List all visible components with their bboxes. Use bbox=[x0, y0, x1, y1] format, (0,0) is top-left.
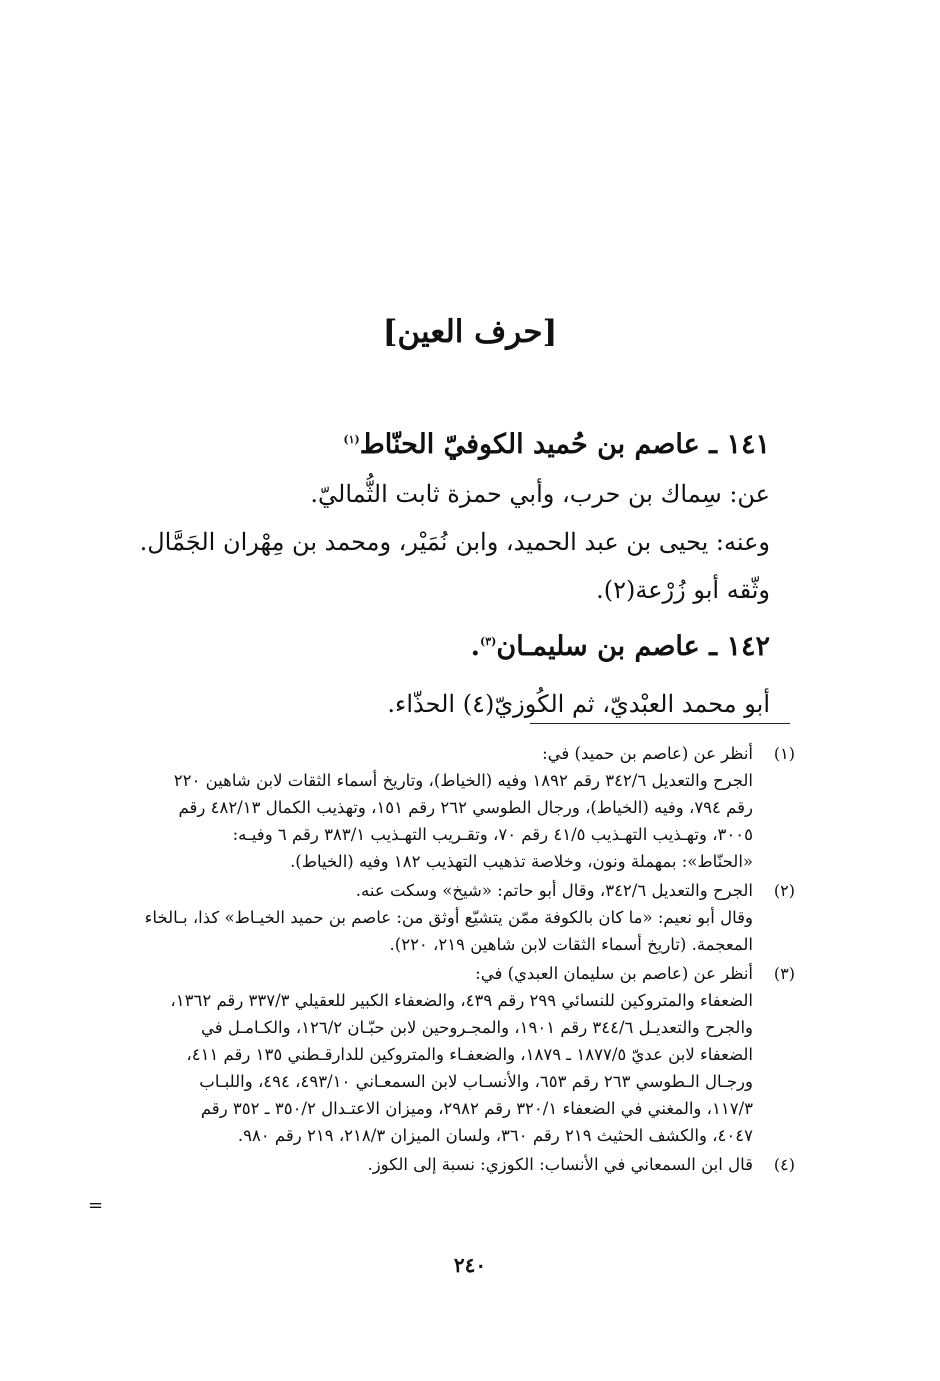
page-number: ٢٤٠ bbox=[453, 1253, 487, 1277]
footnote-number: (١) bbox=[773, 744, 795, 763]
footnote-divider bbox=[530, 723, 790, 724]
footnote bbox=[105, 1151, 795, 1178]
footnote-line: أنظر عن (عاصم بن حميد) في: bbox=[542, 744, 753, 763]
footnote-line: ١١٧/٣، والمغني في الضعفاء ٣٢٠/١ رقم ٢٩٨٢، وميزان الاعتـدال ٣٥٠/٢ ـ ٣٥٢ رقم bbox=[200, 1099, 753, 1118]
entry-line: عن: سِماك بن حرب، وأبي حمزة ثابت الثُّماليّ. bbox=[310, 480, 770, 508]
footnote-line: المعجمة. (تاريخ أسماء الثقات لابن شاهين ٢١٩، ٢٢٠). bbox=[389, 935, 753, 954]
chapter-title: [حرف العين] bbox=[382, 314, 558, 350]
footnote-line: الجرح والتعديل ٣٤٢/٦ رقم ١٨٩٢ وفيه (الخياط)، وتاريخ أسماء الثقات لابن شاهين ٢٢٠ bbox=[173, 771, 753, 790]
footnote-line: ورجـال الـطوسي ٢٦٣ رقم ٦٥٣، والأنسـاب لابن السمعـاني ٤٩٣/١٠، ٤٩٤، واللبـاب bbox=[199, 1072, 753, 1091]
footnote bbox=[105, 960, 795, 1149]
entry-heading-text: ١٤١ ـ عاصم بن حُميد الكوفيّ الحنّاط bbox=[359, 429, 770, 460]
footnote-number: (٣) bbox=[773, 964, 795, 983]
footnote bbox=[105, 740, 795, 875]
footnote-line: «الحنّاط»: بمهملة ونون، وخلاصة تذهيب التهذيب ١٨٢ وفيه (الخياط). bbox=[290, 852, 753, 871]
footnote-line: ٤٠٤٧، والكشف الحثيث ٢١٩ رقم ٣٦٠، ولسان الميزان ٢١٨/٣، ٢١٩ رقم ٩٨٠. bbox=[237, 1126, 753, 1145]
footnote-line: الضعفاء لابن عديّ ١٨٧٧/٥ ـ ١٨٧٩، والضعفـاء والمتروكين للدارقـطني ١٣٥ رقم ٤١١، bbox=[186, 1045, 753, 1064]
entry-heading-tail: . bbox=[470, 631, 481, 662]
entry-heading bbox=[130, 420, 770, 470]
footnote-line: ٣٠٠٥، وتهـذيب التهـذيب ٤١/٥ رقم ٧٠، وتقـريب التهـذيب ٣٨٣/١ رقم ٦ وفيـه: bbox=[232, 825, 753, 844]
continuation-mark: = bbox=[88, 1195, 104, 1216]
footnote-line: الضعفاء والمتروكين للنسائي ٢٩٩ رقم ٤٣٩، والضعفاء الكبير للعقيلي ٣٣٧/٣ رقم ١٣٦٢، bbox=[170, 991, 753, 1010]
footnote-line: وقال أبو نعيم: «ما كان بالكوفة ممّن يتشيّع أوثق من: عاصم بن حميد الخيـاط» كذا، بـالخاء bbox=[144, 908, 753, 927]
footnote-line: الجرح والتعديل ٣٤٢/٦، وقال أبو حاتم: «شيخ» وسكت عنه. bbox=[355, 881, 753, 900]
footnotes bbox=[105, 740, 795, 1180]
footnote-ref: (١) bbox=[343, 433, 360, 446]
footnote-line: والجرح والتعديـل ٣٤٤/٦ رقم ١٩٠١، والمجـروحين لابن حبّـان ١٢٦/٢، والكـامـل في bbox=[200, 1018, 753, 1037]
entry-heading bbox=[130, 622, 770, 672]
main-text bbox=[130, 420, 770, 728]
footnote-ref: (٣) bbox=[480, 635, 497, 648]
entry-line: أبو محمد العبْديّ، ثم الكُوزيّ(٤) الحذّاء. bbox=[387, 690, 770, 718]
footnote bbox=[105, 877, 795, 958]
entry-line: وعنه: يحيى بن عبد الحميد، وابن نُمَيْر، ومحمد بن مِهْران الجَمَّال. bbox=[139, 528, 770, 556]
entry-heading-text: ١٤٢ ـ عاصم بن سليمـان bbox=[496, 631, 770, 662]
footnote-line: رقم ٧٩٤، وفيه (الخياط)، ورجال الطوسي ٢٦٢ رقم ١٥١، وتهذيب الكمال ٤٨٢/١٣ رقم bbox=[178, 798, 753, 817]
footnote-number: (٢) bbox=[773, 881, 795, 900]
entry-line: وثّقه أبو زُرْعة(٢). bbox=[596, 576, 770, 604]
footnote-number: (٤) bbox=[773, 1155, 795, 1174]
footnote-line: أنظر عن (عاصم بن سليمان العبدي) في: bbox=[475, 964, 753, 983]
footnote-line: قال ابن السمعاني في الأنساب: الكوزي: نسبة إلى الكوز. bbox=[367, 1155, 753, 1174]
